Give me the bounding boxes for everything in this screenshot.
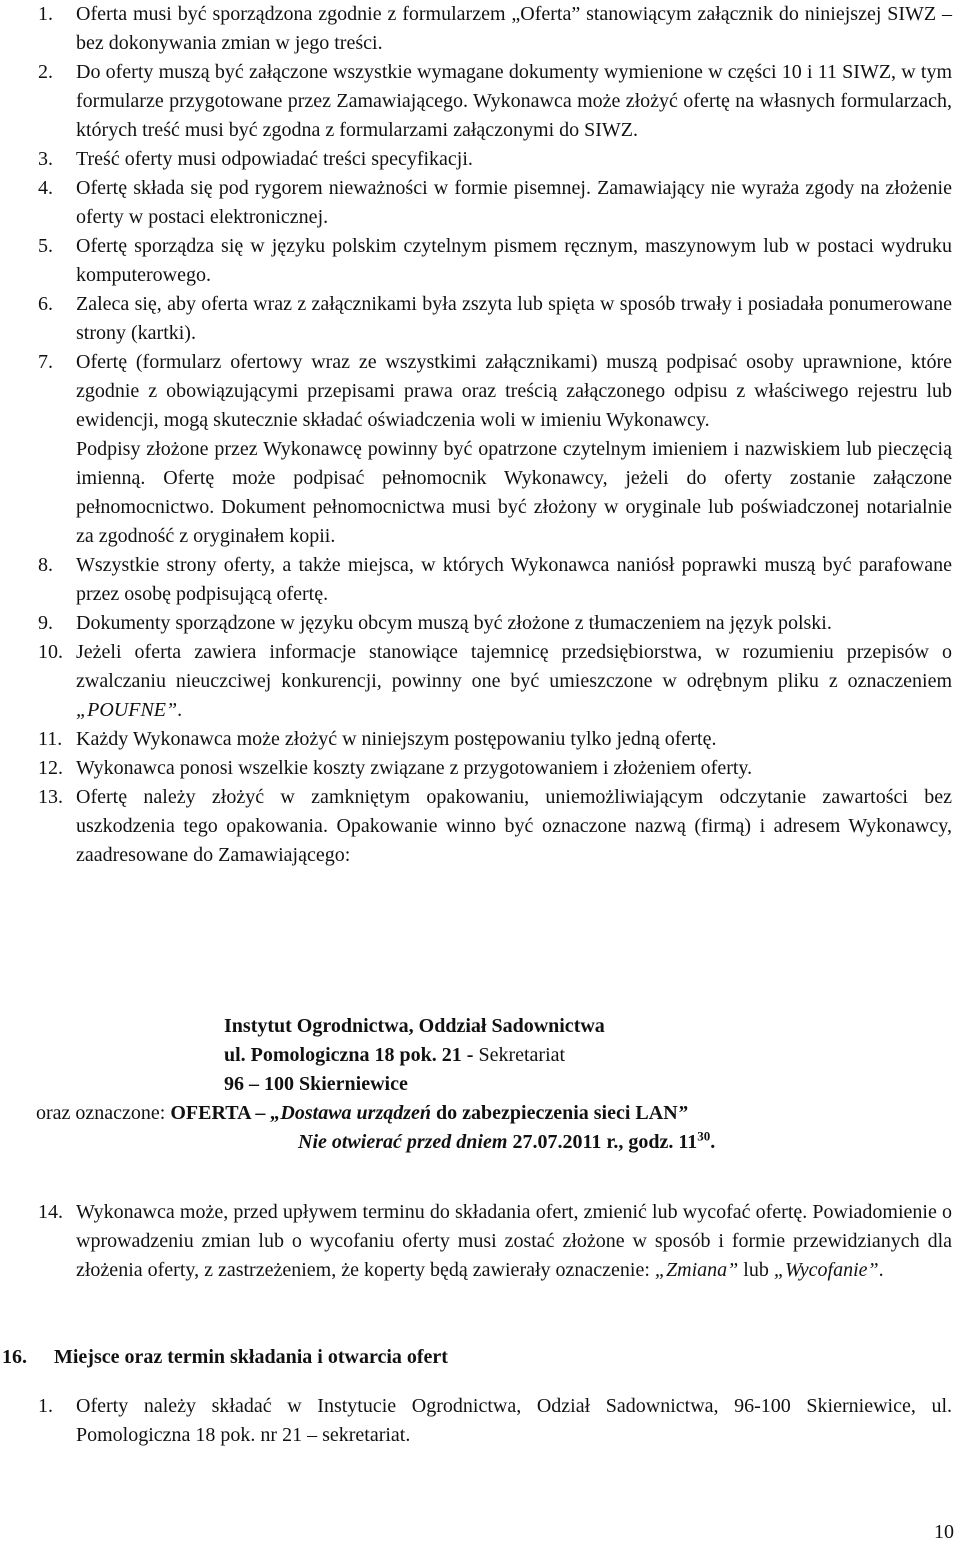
item-text: Do oferty muszą być załączone wszystkie wymagane dokumenty wymienione w części 10 i 11 SIWZ, w tym formularze przygotowane przez Zamawiającego. Wykonawca może złożyć ofertę na własnych formularzach, których treść musi być zgodna z formularzami załączonymi do SIWZ.: [76, 61, 952, 141]
list-item: [0, 551, 960, 609]
list-item: [0, 0, 960, 58]
item-text: Wszystkie strony oferty, a także miejsca, w których Wykonawca naniósł poprawki muszą być parafowane przez osobę podpisującą ofertę.: [76, 554, 952, 605]
address-institution: Instytut Ogrodnictwa, Oddział Sadownictwa: [224, 1015, 605, 1037]
item-number: 9.: [38, 612, 53, 634]
marking-prefix: oraz oznaczone:: [36, 1102, 171, 1124]
address-street: [0, 1041, 960, 1070]
notice-date: 27.07.2011 r., godz. 11: [512, 1131, 698, 1153]
address-room: Sekretariat: [478, 1044, 566, 1066]
list-item: [0, 1198, 960, 1285]
item-text: Zaleca się, aby oferta wraz z załącznikami była zszyta lub spięta w sposób trwały i posiadała ponumerowane strony (kartki).: [76, 293, 952, 344]
list-item: [0, 348, 960, 551]
item-italic-withdraw: „Wycofanie”: [773, 1259, 879, 1281]
marking-title-rest: do zabezpieczenia sieci LAN: [431, 1102, 678, 1124]
list-item: [0, 783, 960, 870]
item-italic-text: „POUFNE”: [76, 699, 178, 721]
address-block: [0, 1012, 960, 1157]
address-street-bold: ul. Pomologiczna 18 pok. 21 -: [224, 1044, 479, 1066]
item-text: Dokumenty sporządzone w języku obcym muszą być złożone z tłumaczeniem na język polski.: [76, 612, 832, 634]
item-number: 10.: [38, 641, 63, 663]
item-text: Jeżeli oferta zawiera informacje stanowiące tajemnicę przedsiębiorstwa, w rozumieniu przepisów o zwalczaniu nieuczciwej konkurencji, powinny one być umieszczone w odrębnym pliku z oznaczeniem: [76, 641, 952, 692]
page-number: 10: [934, 1521, 954, 1543]
item-number: 2.: [38, 61, 53, 83]
list-item: [0, 58, 960, 145]
marking-offer: OFERTA –: [170, 1102, 271, 1124]
item-number: 12.: [38, 757, 63, 779]
list-item: [0, 725, 960, 754]
marking-quote-close: ”: [677, 1102, 688, 1124]
section-list: [0, 1392, 960, 1450]
item-italic-change: „Zmiana”: [654, 1259, 739, 1281]
list-item: [0, 232, 960, 290]
item-text-end: .: [878, 1259, 884, 1281]
withdrawal-list: [0, 1198, 960, 1285]
item-text: Treść oferty musi odpowiadać treści specyfikacji.: [76, 148, 473, 170]
item-text: Oferty należy składać w Instytucie Ogrodnictwa, Odział Sadownictwa, 96-100 Skierniewice, ul. Pomologiczna 18 pok. nr 21 – sekretariat.: [76, 1395, 952, 1446]
item-text-extra: Podpisy złożone przez Wykonawcę powinny być opatrzone czytelnym imieniem i nazwiskiem lub pieczęcią imienną. Ofertę może podpisać pełnomocnik Wykonawcy, jeżeli do oferty zostanie załączone pełnomocnictwo. Dokument pełnomocnictwa musi być złożony w oryginale lub poświadczonej notarialnie za zgodność z oryginałem kopii.: [76, 438, 952, 547]
item-number: 3.: [38, 148, 53, 170]
item-number: 13.: [38, 786, 63, 808]
item-text-mid: lub: [738, 1259, 774, 1281]
marking-title-italic: „Dostawa urządzeń: [270, 1102, 432, 1124]
list-item: [0, 754, 960, 783]
list-item: [0, 145, 960, 174]
item-text: Ofertę sporządza się w języku polskim czytelnym pismem ręcznym, maszynowym lub w postaci wydruku komputerowego.: [76, 235, 952, 286]
section-title: Miejsce oraz termin składania i otwarcia ofert: [54, 1346, 448, 1368]
notice-minutes: 30: [697, 1128, 711, 1144]
item-text: Ofertę składa się pod rygorem nieważności w formie pisemnej. Zamawiający nie wyraża zgody na złożenie oferty w postaci elektronicznej.: [76, 177, 952, 228]
item-number: 4.: [38, 177, 53, 199]
list-item: [0, 609, 960, 638]
item-text: Oferta musi być sporządzona zgodnie z formularzem „Oferta” stanowiącym załącznik do niniejszej SIWZ – bez dokonywania zmian w jego treści.: [76, 3, 952, 54]
item-text: Ofertę (formularz ofertowy wraz ze wszystkimi załącznikami) muszą podpisać osoby uprawnione, które zgodnie z obowiązującymi przepisami prawa oraz treścią załączonego odpisu z właściwego rejestru lub ewidencji, mogą skutecznie składać oświadczenia woli w imieniu Wykonawcy.: [76, 351, 952, 431]
list-item: [0, 1392, 960, 1450]
list-item: [0, 290, 960, 348]
item-number: 8.: [38, 554, 53, 576]
list-item: [0, 174, 960, 232]
item-text: Wykonawca może, przed upływem terminu do składania ofert, zmienić lub wycofać ofertę. Powiadomienie o wprowadzeniu zmian lub o wycofaniu oferty musi zostać złożone w sposób i formie przewidzianych dla złożenia oferty, z zastrzeżeniem, że koperty będą zawierały oznaczenie:: [76, 1201, 952, 1281]
item-number: 7.: [38, 351, 53, 373]
envelope-marking: [0, 1099, 960, 1128]
address-city: 96 – 100 Skierniewice: [224, 1073, 408, 1095]
do-not-open-notice: [0, 1128, 960, 1157]
item-text-end: .: [177, 699, 183, 721]
item-text: Ofertę należy złożyć w zamkniętym opakowaniu, uniemożliwiającym odczytanie zawartości bez uszkodzenia tego opakowania. Opakowanie winno być oznaczone nazwą (firmą) i adresem Wykonawcy, zaadresowane do Zamawiającego:: [76, 786, 952, 866]
item-number: 6.: [38, 293, 53, 315]
item-number: 11.: [38, 728, 63, 750]
item-number: 14.: [38, 1201, 63, 1223]
notice-italic: Nie otwierać przed dniem: [298, 1131, 513, 1153]
item-number: 5.: [38, 235, 53, 257]
list-item: [0, 638, 960, 725]
item-number: 1.: [38, 3, 53, 25]
item-number: 1.: [38, 1395, 53, 1417]
notice-end: .: [710, 1131, 716, 1153]
section-number: 16.: [2, 1346, 27, 1368]
item-text: Wykonawca ponosi wszelkie koszty związane z przygotowaniem i złożeniem oferty.: [76, 757, 753, 779]
item-text: Każdy Wykonawca może złożyć w niniejszym postępowaniu tylko jedną ofertę.: [76, 728, 717, 750]
